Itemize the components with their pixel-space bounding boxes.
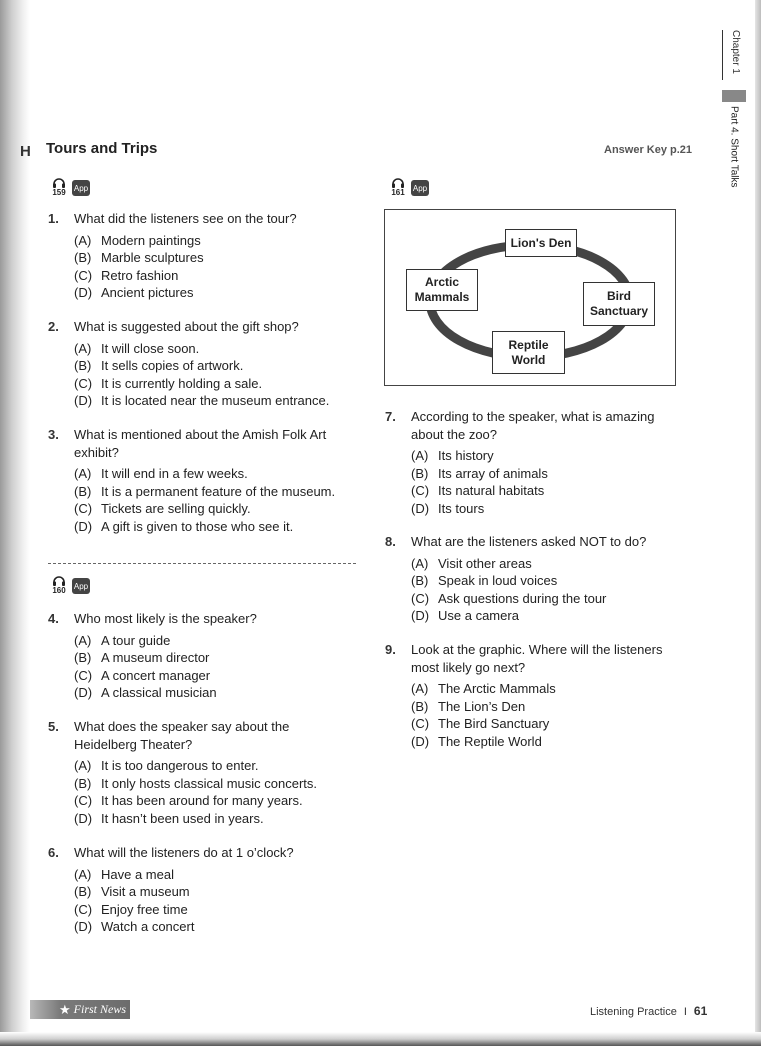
question-text: What are the listeners asked NOT to do? bbox=[411, 534, 647, 549]
question-number: 3. bbox=[48, 427, 59, 442]
page-bottom-shadow bbox=[0, 1032, 761, 1046]
side-tab-marker bbox=[722, 90, 746, 102]
question-number: 8. bbox=[385, 534, 396, 549]
question-4 bbox=[48, 610, 348, 702]
question-7 bbox=[385, 408, 675, 517]
headphones-icon bbox=[392, 178, 404, 188]
question-text: What will the listeners do at 1 o’clock? bbox=[74, 845, 294, 860]
app-badge[interactable]: App bbox=[72, 180, 90, 196]
footer-separator: I bbox=[683, 1006, 687, 1018]
option-b[interactable]: (B) A museum director bbox=[74, 650, 210, 665]
question-2 bbox=[48, 318, 358, 410]
option-b[interactable]: (B) Its array of animals bbox=[411, 465, 548, 481]
option-d[interactable]: (D) The Reptile World bbox=[411, 733, 542, 749]
option-a[interactable]: (A) Have a meal bbox=[74, 866, 174, 882]
option-a[interactable]: (A) The Arctic Mammals bbox=[411, 681, 556, 696]
option-b[interactable]: (B) Marble sculptures bbox=[74, 250, 204, 265]
star-icon: ★ bbox=[59, 1001, 71, 1017]
track-number: 161 bbox=[391, 188, 405, 197]
option-c[interactable]: (C) It has been around for many years. bbox=[74, 793, 303, 808]
question-3 bbox=[48, 426, 348, 535]
publisher-logo: ★ First News bbox=[30, 1000, 130, 1019]
option-d[interactable]: (D) A gift is given to those who see it. bbox=[74, 518, 294, 534]
question-text: What did the listeners see on the tour? bbox=[74, 211, 297, 226]
answer-key-reference: Answer Key p.21 bbox=[604, 144, 693, 156]
option-b[interactable]: (B) It sells copies of artwork. bbox=[74, 358, 244, 373]
question-5 bbox=[48, 718, 348, 827]
option-c[interactable]: (C) The Bird Sanctuary bbox=[411, 716, 550, 731]
option-d[interactable]: (D) Watch a concert bbox=[74, 919, 195, 934]
option-c[interactable]: (C) Its natural habitats bbox=[411, 483, 545, 498]
option-d[interactable]: (D) It hasn’t been used in years. bbox=[74, 810, 264, 826]
option-c[interactable]: (C) Enjoy free time bbox=[74, 901, 188, 917]
section-letter: H bbox=[20, 143, 31, 160]
option-a[interactable]: (A) It will close soon. bbox=[74, 340, 200, 356]
headphones-icon bbox=[53, 178, 65, 188]
option-c[interactable]: (C) Tickets are selling quickly. bbox=[74, 501, 251, 516]
question-number: 1. bbox=[48, 211, 59, 226]
zoo-map-graphic bbox=[384, 209, 676, 386]
audio-track-159[interactable] bbox=[50, 178, 90, 197]
option-c[interactable]: (C) A concert manager bbox=[74, 667, 211, 683]
option-d[interactable]: (D) Ancient pictures bbox=[74, 285, 194, 300]
question-6 bbox=[48, 844, 348, 936]
question-number: 4. bbox=[48, 611, 59, 626]
app-badge[interactable]: App bbox=[72, 578, 90, 594]
option-b[interactable]: (B) The Lion’s Den bbox=[411, 698, 526, 714]
page-number: 61 bbox=[693, 1004, 708, 1018]
question-text: What is suggested about the gift shop? bbox=[74, 319, 299, 334]
option-c[interactable]: (C) Ask questions during the tour bbox=[411, 590, 607, 606]
option-a[interactable]: (A) A tour guide bbox=[74, 632, 171, 648]
option-b[interactable]: (B) It only hosts classical music concerts. bbox=[74, 775, 318, 791]
option-d[interactable]: (D) A classical musician bbox=[74, 685, 217, 700]
question-text: According to the speaker, what is amazing about the zoo? bbox=[411, 409, 655, 442]
question-text: What does the speaker say about the Heidelberg Theater? bbox=[74, 719, 290, 752]
option-b[interactable]: (B) Speak in loud voices bbox=[411, 573, 558, 588]
location-arctic-mammals: Arctic Mammals bbox=[406, 269, 478, 311]
side-tab-part: Part 4. Short Talks bbox=[728, 106, 740, 188]
option-a[interactable]: (A) It will end in a few weeks. bbox=[74, 466, 248, 481]
section-title: Tours and Trips bbox=[46, 140, 158, 157]
option-a[interactable]: (A) Its history bbox=[411, 448, 494, 463]
option-a[interactable]: (A) Visit other areas bbox=[411, 555, 532, 571]
option-b[interactable]: (B) It is a permanent feature of the museum. bbox=[74, 483, 336, 499]
question-1 bbox=[48, 210, 348, 302]
audio-track-161[interactable] bbox=[389, 178, 429, 197]
page-edge bbox=[755, 0, 761, 1046]
location-lions-den: Lion's Den bbox=[505, 229, 577, 257]
option-b[interactable]: (B) Visit a museum bbox=[74, 884, 190, 899]
question-8 bbox=[385, 533, 675, 625]
question-number: 6. bbox=[48, 845, 59, 860]
question-text: What is mentioned about the Amish Folk Art exhibit? bbox=[74, 427, 327, 460]
question-number: 9. bbox=[385, 642, 396, 657]
page-footer bbox=[590, 1004, 707, 1018]
chapter-side-tab bbox=[722, 30, 746, 190]
option-d[interactable]: (D) It is located near the museum entrance. bbox=[74, 393, 330, 408]
audio-track-160[interactable] bbox=[50, 576, 90, 595]
option-d[interactable]: (D) Its tours bbox=[411, 500, 485, 516]
question-number: 2. bbox=[48, 319, 59, 334]
side-tab-chapter: Chapter 1 bbox=[722, 30, 746, 80]
option-c[interactable]: (C) It is currently holding a sale. bbox=[74, 375, 263, 391]
question-text: Look at the graphic. Where will the listeners most likely go next? bbox=[411, 642, 663, 675]
app-badge[interactable]: App bbox=[411, 180, 429, 196]
option-c[interactable]: (C) Retro fashion bbox=[74, 267, 179, 283]
footer-section-label: Listening Practice bbox=[590, 1006, 677, 1018]
question-number: 7. bbox=[385, 409, 396, 424]
option-d[interactable]: (D) Use a camera bbox=[411, 608, 519, 623]
track-number: 159 bbox=[52, 188, 66, 197]
question-text: Who most likely is the speaker? bbox=[74, 611, 257, 626]
location-reptile-world: Reptile World bbox=[492, 331, 565, 374]
location-bird-sanctuary: Bird Sanctuary bbox=[583, 282, 655, 326]
headphones-icon bbox=[53, 576, 65, 586]
section-divider bbox=[48, 563, 356, 564]
track-number: 160 bbox=[52, 586, 66, 595]
option-a[interactable]: (A) Modern paintings bbox=[74, 232, 201, 248]
question-number: 5. bbox=[48, 719, 59, 734]
question-9 bbox=[385, 641, 675, 750]
option-a[interactable]: (A) It is too dangerous to enter. bbox=[74, 758, 259, 773]
